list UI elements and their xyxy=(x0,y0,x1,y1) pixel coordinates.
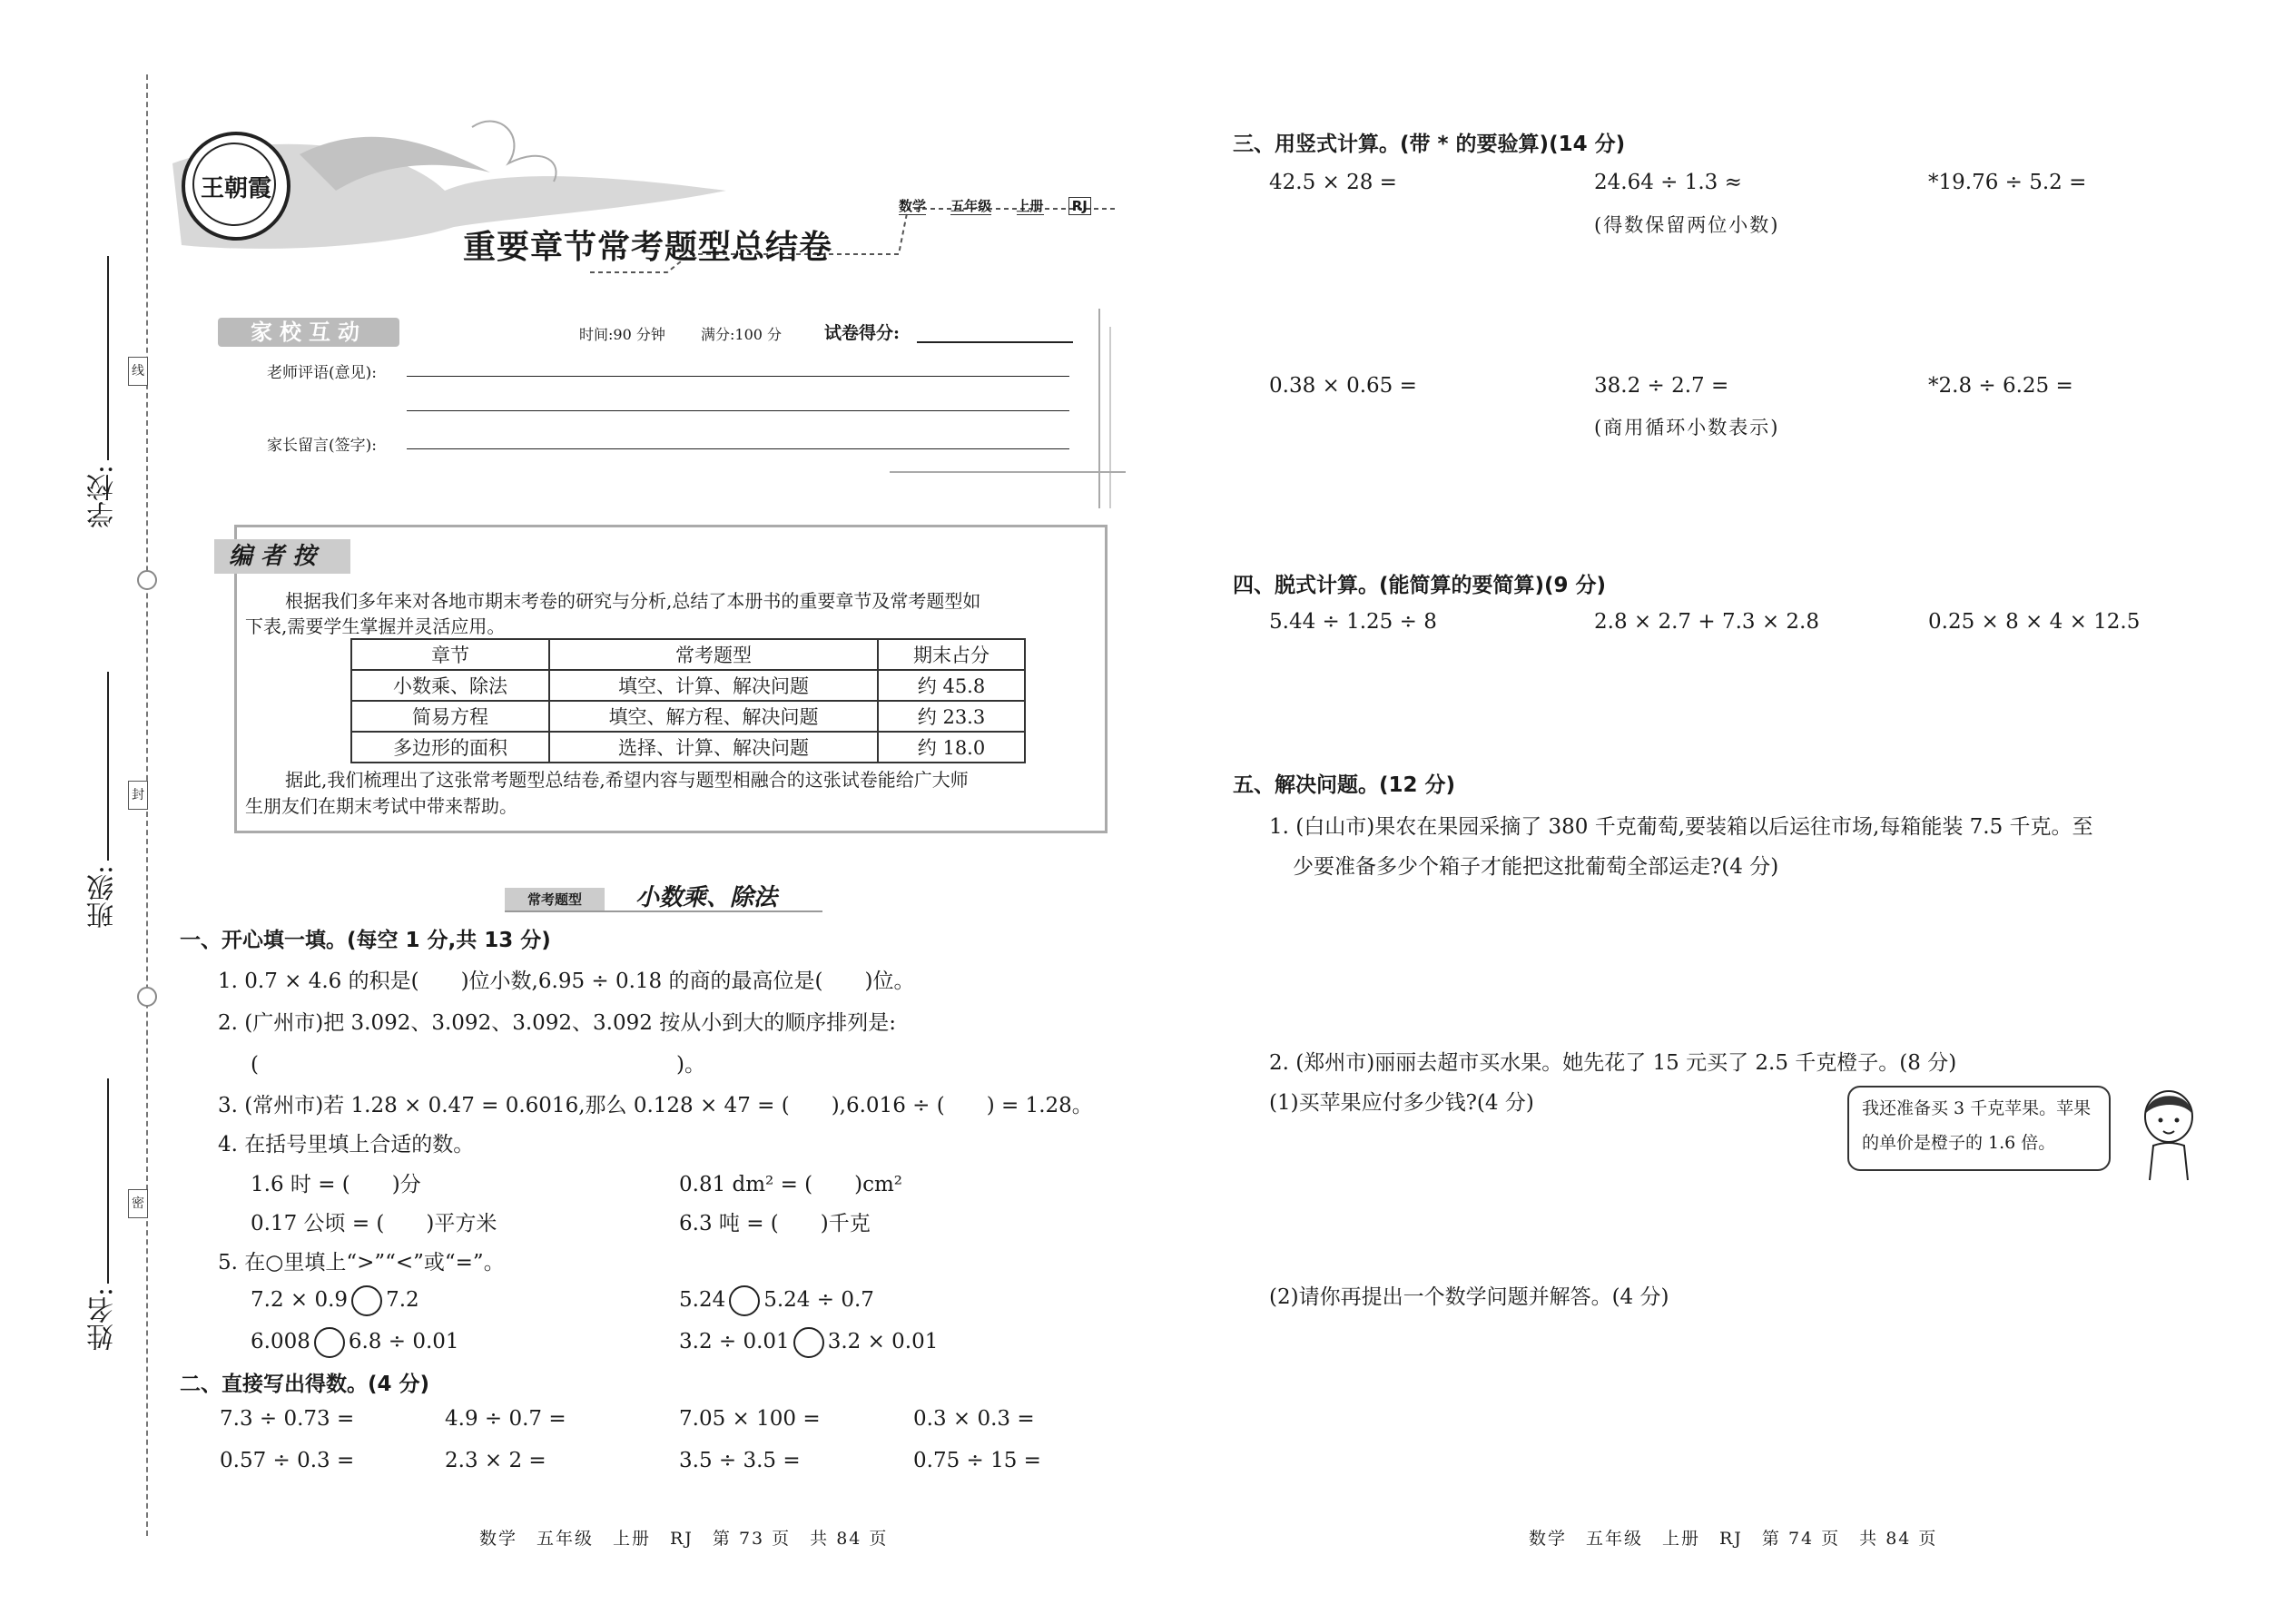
q1-3: 3. (常州市)若 1.28 × 0.47 = 0.6016,那么 0.128 × 47 = ( ),6.016 ÷ ( ) = 1.28。 xyxy=(218,1094,1093,1117)
table-cell: 简易方程 xyxy=(351,701,549,732)
table-cell: 约 23.3 xyxy=(878,701,1025,732)
section-5-title: 五、解决问题。(12 分) xyxy=(1233,773,1456,797)
rounding-note: (得数保留两位小数) xyxy=(1594,214,1780,236)
section-4-title: 四、脱式计算。(能简算的要简算)(9 分) xyxy=(1233,574,1607,597)
problem-2-part1: (1)买苹果应付多少钱?(4 分) xyxy=(1269,1091,1534,1115)
name-fill-line xyxy=(107,1078,109,1284)
expr: 6.8 ÷ 0.01 xyxy=(348,1330,459,1353)
page-title: 重要章节常考题型总结卷 xyxy=(463,228,833,266)
expr: 5.24 ÷ 0.7 xyxy=(763,1288,874,1312)
vertical-calc-item: *19.76 ÷ 5.2 = xyxy=(1928,171,2087,194)
binding-hole xyxy=(137,987,157,1007)
table-header: 常考题型 xyxy=(549,639,878,670)
topic-underline xyxy=(505,910,822,912)
parent-comment-input[interactable] xyxy=(407,448,1069,449)
table-header: 期末占分 xyxy=(878,639,1025,670)
q1-4a: 1.6 时 = ( )分 xyxy=(251,1173,421,1196)
home-school-badge: 家校互动 xyxy=(218,318,399,347)
editor-note-title: 编 者 按 xyxy=(214,539,350,574)
editor-outro-line2: 生朋友们在期末考试中带来帮助。 xyxy=(245,795,517,817)
stepwise-calc-item: 0.25 × 8 × 4 × 12.5 xyxy=(1928,610,2141,634)
q1-5a xyxy=(251,1285,419,1316)
q1-5b xyxy=(679,1285,874,1316)
table-row xyxy=(351,732,1025,763)
table-row xyxy=(351,701,1025,732)
vertical-calc-item: 38.2 ÷ 2.7 = xyxy=(1594,374,1729,398)
q1-4d: 6.3 吨 = ( )千克 xyxy=(679,1212,871,1235)
parent-comment-label: 家长留言(签字): xyxy=(267,437,377,455)
q1-5d xyxy=(679,1327,938,1358)
oral-calc-item: 0.57 ÷ 0.3 = xyxy=(220,1449,355,1472)
teacher-comment-input-2[interactable] xyxy=(407,410,1069,411)
problem-2: 2. (郑州市)丽丽去超市买水果。她先花了 15 元买了 2.5 千克橙子。(8 分) xyxy=(1269,1051,1957,1075)
table-header: 章节 xyxy=(351,639,549,670)
editor-intro-line1: 根据我们多年来对各地市期末考卷的研究与分析,总结了本册书的重要章节及常考题型如 xyxy=(285,590,981,612)
q1-5c xyxy=(251,1327,459,1358)
oral-calc-item: 7.05 × 100 = xyxy=(679,1407,821,1431)
vertical-calc-item: 42.5 × 28 = xyxy=(1269,171,1397,194)
girl-illustration xyxy=(2137,1086,2200,1184)
editor-outro-line1: 据此,我们梳理出了这张常考题型总结卷,希望内容与题型相融合的这张试卷能给广大师 xyxy=(285,769,969,791)
meta-tags xyxy=(899,196,1091,215)
table-row xyxy=(351,670,1025,701)
meta-subject: 数学 xyxy=(899,198,927,214)
table-cell: 选择、计算、解决问题 xyxy=(549,732,878,763)
teacher-comment-input[interactable] xyxy=(407,376,1069,377)
compare-circle[interactable] xyxy=(351,1285,382,1316)
section-2-title: 二、直接写出得数。(4 分) xyxy=(180,1373,430,1396)
vertical-calc-item: 24.64 ÷ 1.3 ≈ xyxy=(1594,171,1742,194)
q1-2: 2. (广州市)把 3.092、3.092、3.092、3.092 按从小到大的顺序排列是: xyxy=(218,1011,896,1035)
q1-4c: 0.17 公顷 = ( )平方米 xyxy=(251,1212,497,1235)
table-cell: 小数乘、除法 xyxy=(351,670,549,701)
footer-right: 数学 五年级 上册 RJ 第 74 页 共 84 页 xyxy=(1529,1529,1938,1549)
q1-2-answer-blank[interactable]: ( )。 xyxy=(251,1053,705,1077)
expr: 3.2 ÷ 0.01 xyxy=(679,1330,790,1353)
oral-calc-item: 2.3 × 2 = xyxy=(445,1449,546,1472)
topic-tag: 常考题型 xyxy=(505,888,605,911)
teacher-comment-label: 老师评语(意见): xyxy=(267,364,377,382)
q1-4: 4. 在括号里填上合适的数。 xyxy=(218,1133,475,1156)
school-fill-line xyxy=(107,256,109,460)
oral-calc-item: 0.75 ÷ 15 = xyxy=(913,1449,1041,1472)
table-cell: 填空、计算、解决问题 xyxy=(549,670,878,701)
exam-full-score: 满分:100 分 xyxy=(701,326,783,343)
expr: 3.2 × 0.01 xyxy=(827,1330,939,1353)
seal-tag-xian: 线 xyxy=(128,357,148,386)
table-cell: 约 18.0 xyxy=(878,732,1025,763)
topic-name: 小数乘、除法 xyxy=(635,884,778,911)
compare-circle[interactable] xyxy=(793,1327,824,1358)
table-header-row xyxy=(351,639,1025,670)
q1-1: 1. 0.7 × 4.6 的积是( )位小数,6.95 ÷ 0.18 的商的最高位是( )位。 xyxy=(218,969,915,993)
vertical-calc-item: 0.38 × 0.65 = xyxy=(1269,374,1417,398)
score-input[interactable] xyxy=(917,341,1073,343)
oral-calc-item: 0.3 × 0.3 = xyxy=(913,1407,1035,1431)
divider xyxy=(890,471,1126,473)
meta-edition: RJ xyxy=(1068,197,1091,215)
oral-calc-item: 7.3 ÷ 0.73 = xyxy=(220,1407,355,1431)
expr: 6.008 xyxy=(251,1330,310,1353)
binding-hole xyxy=(137,570,157,590)
speech-bubble: 我还准备买 3 千克苹果。苹果的单价是橙子的 1.6 倍。 xyxy=(1847,1086,2111,1171)
section-3-title: 三、用竖式计算。(带 * 的要验算)(14 分) xyxy=(1233,133,1626,156)
expr: 7.2 xyxy=(386,1288,419,1312)
repeating-decimal-note: (商用循环小数表示) xyxy=(1594,417,1780,438)
expr: 5.24 xyxy=(679,1288,726,1312)
q1-5: 5. 在○里填上“>”“<”或“=”。 xyxy=(218,1251,505,1275)
divider xyxy=(1109,327,1111,508)
table-cell: 多边形的面积 xyxy=(351,732,549,763)
problem-1-line2: 少要准备多少个箱子才能把这批葡萄全部运走?(4 分) xyxy=(1293,855,1779,879)
oral-calc-item: 3.5 ÷ 3.5 = xyxy=(679,1449,801,1472)
stepwise-calc-item: 5.44 ÷ 1.25 ÷ 8 xyxy=(1269,610,1437,634)
compare-circle[interactable] xyxy=(729,1285,760,1316)
exam-time: 时间:90 分钟 xyxy=(579,326,665,343)
expr: 7.2 × 0.9 xyxy=(251,1288,349,1312)
meta-term: 上册 xyxy=(1016,198,1044,214)
seal-tag-mi: 密 xyxy=(128,1189,148,1218)
brand-logo: 王朝霞 xyxy=(182,132,290,241)
meta-grade: 五年级 xyxy=(950,198,992,214)
problem-1-line1: 1. (白山市)果农在果园采摘了 380 千克葡萄,要装箱以后运往市场,每箱能装 7.5 千克。至 xyxy=(1269,815,2093,839)
table-cell: 约 45.8 xyxy=(878,670,1025,701)
name-label: 姓名: xyxy=(87,1287,119,1352)
problem-2-part2: (2)请你再提出一个数学问题并解答。(4 分) xyxy=(1269,1285,1669,1309)
section-1-title: 一、开心填一填。(每空 1 分,共 13 分) xyxy=(180,929,551,952)
exam-topics-table xyxy=(350,638,1026,763)
score-label: 试卷得分: xyxy=(824,323,901,343)
school-label: 学校: xyxy=(87,465,119,529)
vertical-calc-item: *2.8 ÷ 6.25 = xyxy=(1928,374,2073,398)
compare-circle[interactable] xyxy=(314,1327,345,1358)
editor-intro-line2: 下表,需要学生掌握并灵活应用。 xyxy=(245,615,506,637)
seal-tag-feng: 封 xyxy=(128,781,148,810)
class-label: 班级: xyxy=(87,865,119,930)
footer-left: 数学 五年级 上册 RJ 第 73 页 共 84 页 xyxy=(479,1529,889,1549)
class-fill-line xyxy=(107,672,109,861)
q1-4b: 0.81 dm² = ( )cm² xyxy=(679,1173,903,1196)
divider xyxy=(1098,309,1100,508)
table-cell: 填空、解方程、解决问题 xyxy=(549,701,878,732)
stepwise-calc-item: 2.8 × 2.7 + 7.3 × 2.8 xyxy=(1594,610,1819,634)
oral-calc-item: 4.9 ÷ 0.7 = xyxy=(445,1407,566,1431)
